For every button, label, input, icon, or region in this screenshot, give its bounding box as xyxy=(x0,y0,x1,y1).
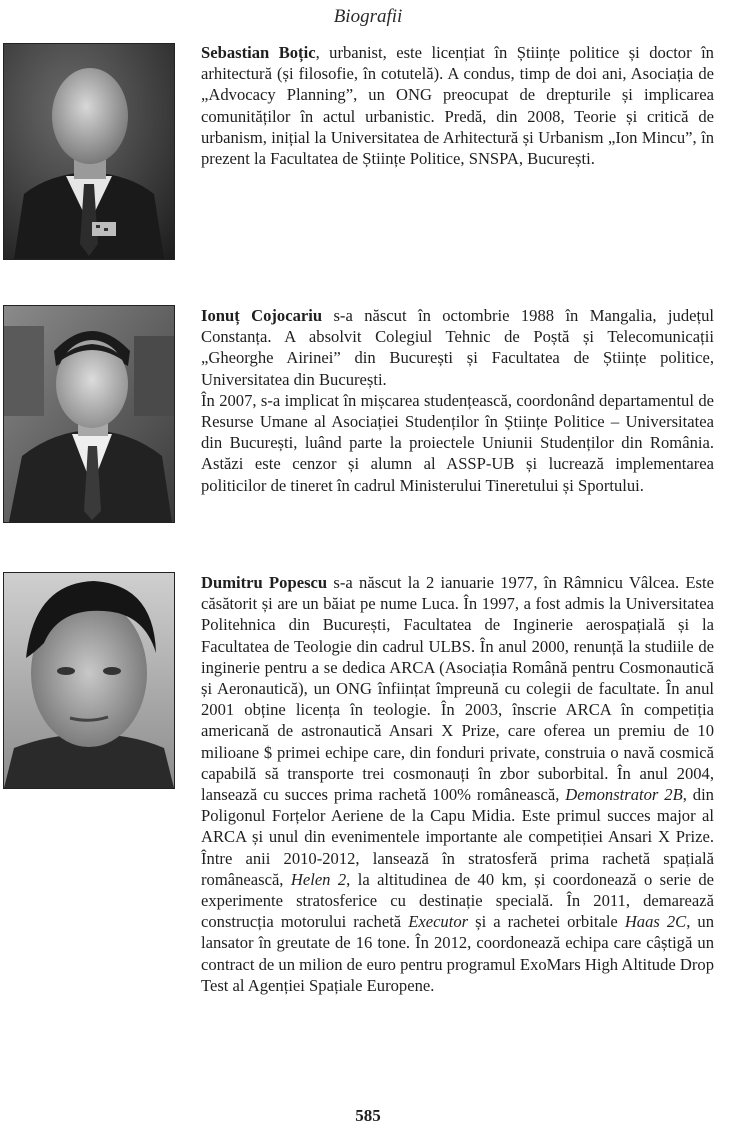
portrait-image xyxy=(4,44,174,259)
biography-dumitru-popescu xyxy=(201,572,714,996)
person-name: Dumitru Popescu xyxy=(201,573,328,592)
portrait-image xyxy=(4,306,174,522)
running-header: Biografii xyxy=(333,6,403,27)
rocket-name: Haas 2C xyxy=(624,912,687,932)
person-name: Sebastian Boțic xyxy=(201,43,316,62)
bio-text: , un lansator în greutate de 16 tone. În 2012, coordonează echipa care câștigă un contract de un milion de euro pentru programul ExoMars High Altitude Drop Test al Agenției Spațiale Europene. xyxy=(201,912,714,995)
rocket-name: Helen 2 xyxy=(290,869,347,889)
portrait-photo-dumitru-popescu xyxy=(3,572,175,789)
bio-paragraph xyxy=(201,42,714,169)
portrait-image xyxy=(4,573,174,788)
bio-text: , la altitudinea de 40 km, și coordonează o serie de experimente stratosferice cu destinație specială. În 2011, demarează construcția motorului rachetă xyxy=(201,869,714,932)
page-number: 585 xyxy=(355,1106,381,1125)
bio-text: În 2007, s-a implicat în mișcarea studențească, coordonând departamentul de Resurse Umane al Asociației Studenților în Științe Politice – Universitatea din București, luând parte la proiectele Uniunii Studenților din România. Astăzi este cenzor și alumn al ASSP-UB și lucrează implementarea politicilor de tineret în cadrul Ministerului Tineretului și Sportului. xyxy=(201,390,714,495)
bio-text: s-a născut la 2 ianuarie 1977, în Râmnicu Vâlcea. Este căsătorit și are un băiat pe nume Luca. În 1997, a fost admis la Universitatea Politehnica din București, Facultatea de Inginerie aerospațială și la Facultatea de Teologie din cadrul ULBS. În anul 2000, renunță la studiile de inginerie pentru a se dedica ARCA (Asociația Română pentru Cosmonautică și Aeronautică), un ONG înființat împreună cu colegii de facultate. În anul 2001 obține licența în teologie. În 2003, înscrie ARCA în competiția americană de astronautică Ansari X Prize, care oferea un premiu de 10 milioane $ primei echipe care, din fonduri private, construia o navă cosmică capabilă să transporte trei cosmonauți în zbor suborbital. În anul 2004, lansează cu succes prima rachetă 100% românească, xyxy=(201,573,714,805)
bio-paragraph xyxy=(201,390,714,496)
portrait-photo-ionut-cojocariu xyxy=(3,305,175,523)
person-name: Ionuț Cojocariu xyxy=(201,306,323,325)
rocket-name: Demonstrator 2B xyxy=(565,785,683,805)
bio-text: , urbanist, este licențiat în Științe politice și doctor în arhitectură (și filosofie, în cotutelă). A condus, timp de doi ani, Asociația de „Advocacy Planning”, un ONG preocupat de drepturile și implicarea comunităților în actul urbanistic. Predă, din 2008, Teorie și critică de urbanism, inițial la Universitatea de Arhitectură și Urbanism „Ion Mincu”, în prezent la Facultatea de Științe Politice, SNSPA, București. xyxy=(201,43,714,169)
bio-text: și a rachetei orbitale xyxy=(468,912,625,932)
bio-paragraph xyxy=(201,305,714,390)
bio-text: s-a născut în octombrie 1988 în Mangalia, județul Constanța. A absolvit Colegiul Tehnic de Poștă și Telecomunicații „Gheorghe Airinei” din București și Facultatea de Științe politice, Universitatea din București. xyxy=(201,306,715,389)
biography-sebastian-botic xyxy=(201,42,714,169)
portrait-photo-sebastian-botic xyxy=(3,43,175,260)
engine-name: Executor xyxy=(408,912,469,932)
biography-ionut-cojocariu xyxy=(201,305,714,496)
bio-text: , din Poligonul Forțelor Aeriene de la Capu Midia. Este primul succes major al ARCA și unul din evenimentele importante ale competiției Ansari X Prize. Între anii 2010-2012, lansează în stratosferă prima rachetă spațială românească, xyxy=(201,785,714,889)
bio-paragraph xyxy=(201,572,714,996)
